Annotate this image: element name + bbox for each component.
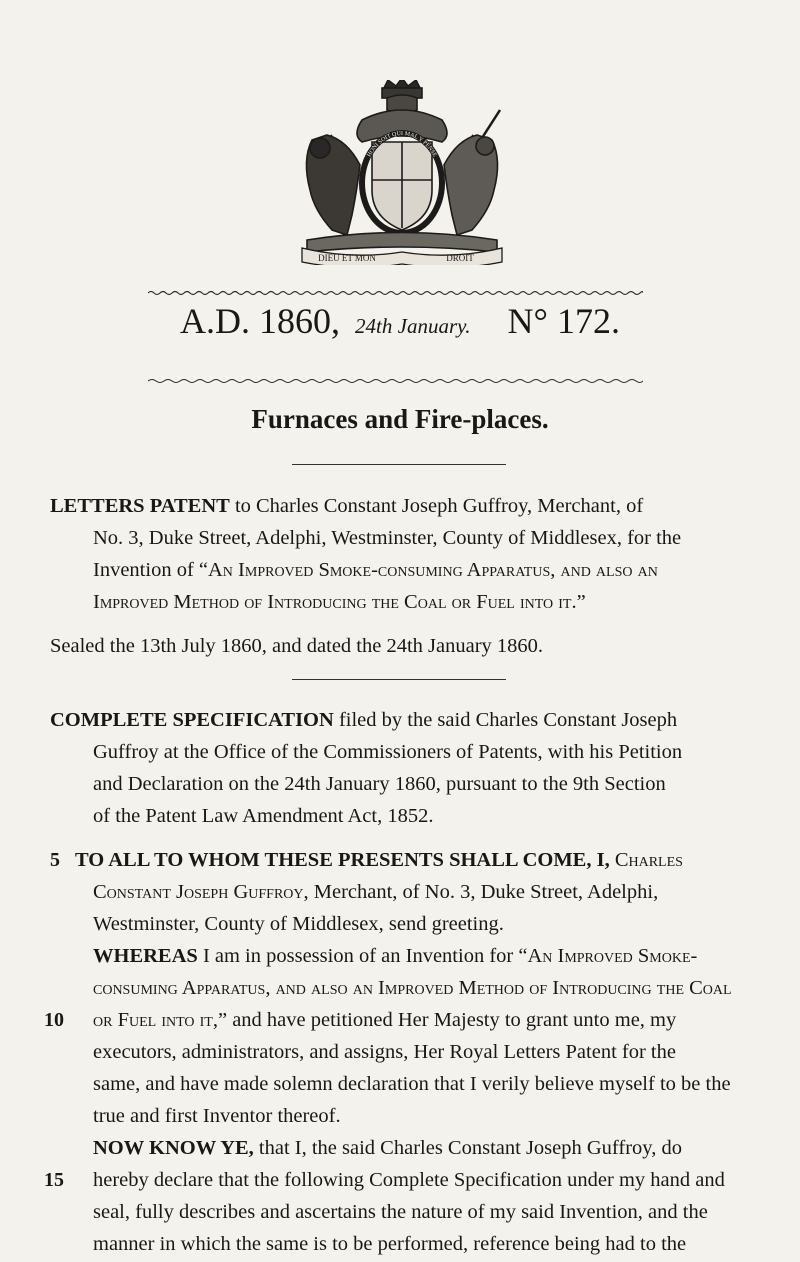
letters-patent-line-2: No. 3, Duke Street, Adelphi, Westminster, County of Middlesex, for the xyxy=(93,527,682,549)
patent-header xyxy=(0,300,800,342)
line-number-5: 5 xyxy=(50,849,60,871)
body-line-2: Constant Joseph Guffroy, Merchant, of No. 3, Duke Street, Adelphi, xyxy=(93,881,659,903)
specification-line-2: Guffroy at the Office of the Commissioners of Patents, with his Petition xyxy=(93,741,683,763)
specification-line-4: of the Patent Law Amendment Act, 1852. xyxy=(93,805,434,827)
letters-patent-line-4: Improved Method of Introducing the Coal or Fuel into it.” xyxy=(93,591,586,613)
line-number-15: 15 xyxy=(44,1169,64,1191)
header-number: N° 172. xyxy=(507,301,620,341)
divider-rule-2 xyxy=(292,679,506,680)
specification-line-3: and Declaration on the 24th January 1860, pursuant to the 9th Section xyxy=(93,773,666,795)
header-ad: A.D. 1860, xyxy=(180,301,341,341)
body-line-5: consuming Apparatus, and also an Improved Method of Introducing the Coal xyxy=(93,977,732,999)
header-date: 24th January. xyxy=(355,314,471,338)
body-line-8: same, and have made solemn declaration that I verily believe myself to be the xyxy=(93,1073,731,1095)
divider-rule-1 xyxy=(292,464,506,465)
specification-line-1: COMPLETE SPECIFICATION filed by the said Charles Constant Joseph xyxy=(50,709,678,731)
letters-patent-line-1: LETTERS PATENT to Charles Constant Joseph Guffroy, Merchant, of xyxy=(50,495,644,517)
body-line-13: manner in which the same is to be performed, reference being had to the xyxy=(93,1233,687,1255)
letters-patent-line-3: Invention of “An Improved Smoke-consuming Apparatus, and also an xyxy=(93,559,658,581)
body-line-7: executors, administrators, and assigns, Her Royal Letters Patent for the xyxy=(93,1041,676,1063)
wavy-rule-bottom xyxy=(148,378,643,384)
royal-coat-of-arms xyxy=(292,80,512,265)
body-line-1: TO ALL TO WHOM THESE PRESENTS SHALL COME, I, Charles xyxy=(75,849,683,871)
body-line-3: Westminster, County of Middlesex, send greeting. xyxy=(93,913,504,935)
patent-page: DIEU ET MON DROIT HONI SOIT QUI MAL Y PENSE A.D. 1860, 24th January. N° 172. Furnaces and Fire-places. LETTERS PATENT to Charles Constant Joseph Guffroy, Merchant, of No. 3, Duke Street, Adelphi, Westminster, County of Middlesex, for the Invention of “An Improved Smoke-consuming Apparatus, and also an Improved Method of Introducing the Coal or Fuel into it.” Sealed the 13th July 1860, and dated the 24th January 1860. COMPLETE SPECIFICATION filed by the said Charles Constant Joseph Guffroy at the Office of the Commissioners of Patents, with his Petition and Declaration on the 24th January 1860, pursuant to the 9th Section of the Patent Law Amendment Act, 1852. 5 TO ALL TO WHOM THESE PRESENTS SHALL COME, I, Charles Constant Joseph Guffroy, Merchant, of No. 3, Duke Street, Adelphi, Westminster, County of Middlesex, send greeting. WHEREAS I am in possession of an Invention for “An Improved Smoke- consuming Apparatus, and also an Improved Method of Introducing the Coal 10 or Fuel into it,” and have petitioned Her Majesty to grant unto me, my executors, administrators, and assigns, Her Royal Letters Patent for the same, and have made solemn declaration that I verily believe myself to be the true and first Inventor thereof. NOW KNOW YE, that I, the said Charles Constant Joseph Guffroy, do 15 hereby declare that the following Complete Specification under my hand and seal, fully describes and ascertains the nature of my said Invention, and the manner in which the same is to be performed, reference being had to the xyxy=(0,0,800,1262)
body-line-11: hereby declare that the following Complete Specification under my hand and xyxy=(93,1169,725,1191)
body-line-12: seal, fully describes and ascertains the nature of my said Invention, and the xyxy=(93,1201,708,1223)
crest-motto-left: DIEU ET MON xyxy=(318,253,376,263)
crest-motto-right: DROIT xyxy=(446,253,474,263)
body-line-6: or Fuel into it,” and have petitioned Her Majesty to grant unto me, my xyxy=(93,1009,677,1031)
body-line-10: NOW KNOW YE, that I, the said Charles Constant Joseph Guffroy, do xyxy=(93,1137,682,1159)
line-number-10: 10 xyxy=(44,1009,64,1031)
document-title: Furnaces and Fire-places. xyxy=(251,404,549,434)
wavy-rule-top xyxy=(148,290,643,296)
crest-garter: HONI SOIT QUI MAL Y PENSE xyxy=(366,130,438,159)
body-line-4: WHEREAS I am in possession of an Invention for “An Improved Smoke- xyxy=(93,945,698,967)
body-line-9: true and first Inventor thereof. xyxy=(93,1105,341,1127)
